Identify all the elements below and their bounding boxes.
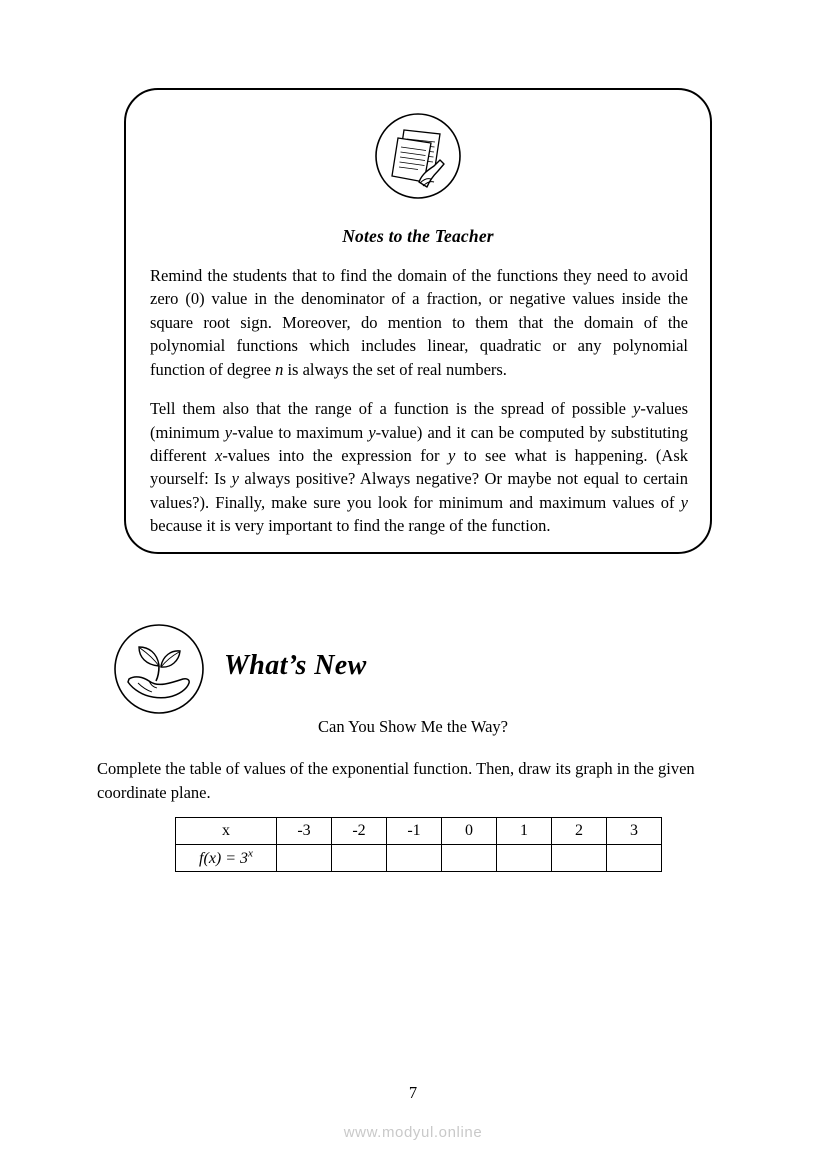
notes-p2-seg-6: to see what is happening. (Ask yourself: Is bbox=[150, 445, 688, 489]
activity-subtitle: Can You Show Me the Way? bbox=[318, 717, 508, 736]
notes-to-the-teacher-box bbox=[124, 88, 712, 554]
notes-title: Notes to the Teacher bbox=[342, 226, 494, 246]
notes-p2-seg-7: always positive? Always negative? Or maybe not equal to certain values?). Finally, make sure you look for minimum and maximum values of bbox=[150, 469, 689, 512]
page-number: 7 bbox=[408, 1083, 418, 1102]
table-row-fx bbox=[176, 845, 662, 872]
notes-body bbox=[150, 264, 688, 538]
notes-p1-text-b: is always the set of real numbers. bbox=[283, 359, 507, 379]
fx-answer-cell[interactable] bbox=[387, 845, 442, 872]
notes-p2-seg-3: -value to maximum bbox=[232, 422, 369, 442]
activity-instructions: Complete the table of values of the exponential function. Then, draw its graph in the given coordinate plane. bbox=[97, 759, 695, 802]
table-row-x bbox=[176, 818, 662, 845]
fx-answer-cell[interactable] bbox=[277, 845, 332, 872]
whats-new-heading: What’s New bbox=[224, 650, 367, 681]
x-value-cell: -3 bbox=[277, 818, 332, 845]
x-value-cell: 0 bbox=[442, 818, 497, 845]
notes-p2-var-1: y bbox=[633, 399, 641, 419]
fx-answer-cell[interactable] bbox=[332, 845, 387, 872]
notes-p2-var-2: y bbox=[224, 422, 233, 442]
notes-p2-var-6: y bbox=[231, 469, 239, 489]
fx-answer-cell[interactable] bbox=[442, 845, 497, 872]
fx-answer-cell[interactable] bbox=[607, 845, 662, 872]
notes-p2-seg-8: because it is very important to find the range of the function. bbox=[150, 516, 551, 536]
notes-p1-text-a: Remind the students that to find the domain of the functions they need to avoid zero (0) value in the denominator of a fraction, or negative values inside the square root sign. Moreover, do mention to them that the domain of the polynomial functions which includes linear, quadratic or any polynomial function of degree bbox=[150, 266, 688, 379]
x-value-cell: 2 bbox=[552, 818, 607, 845]
hand-holding-plant-icon bbox=[113, 623, 205, 715]
row-label-x: x bbox=[176, 818, 277, 845]
row-label-fx bbox=[176, 845, 277, 872]
x-value-cell: 1 bbox=[497, 818, 552, 845]
notes-p2-seg-4: -value) and it can be computed by substituting different bbox=[150, 422, 688, 465]
x-value-cell: -1 bbox=[387, 818, 442, 845]
row-label-fx-text: f(x) = 3 bbox=[199, 850, 249, 868]
notes-p2-seg-1: Tell them also that the range of a function is the spread of possible bbox=[150, 399, 634, 419]
notes-p1-var-n: n bbox=[275, 359, 284, 379]
notes-p2-var-5: y bbox=[447, 445, 456, 465]
notes-p2-seg-5: -values into the expression for bbox=[222, 445, 448, 465]
notepad-hand-writing-icon bbox=[374, 112, 462, 200]
notes-paragraph-2 bbox=[150, 397, 688, 538]
notes-p2-var-7: y bbox=[680, 492, 688, 512]
x-value-cell: 3 bbox=[607, 818, 662, 845]
x-value-cell: -2 bbox=[332, 818, 387, 845]
watermark: www.modyul.online bbox=[343, 1124, 483, 1141]
notes-p2-seg-2: -values (minimum bbox=[150, 399, 688, 442]
notes-p2-var-4: x bbox=[214, 445, 223, 465]
table-of-values bbox=[175, 817, 662, 872]
notes-paragraph-1 bbox=[150, 264, 688, 381]
fx-answer-cell[interactable] bbox=[552, 845, 607, 872]
row-label-fx-exponent: x bbox=[248, 847, 253, 860]
notes-p2-var-3: y bbox=[368, 422, 376, 442]
fx-answer-cell[interactable] bbox=[497, 845, 552, 872]
